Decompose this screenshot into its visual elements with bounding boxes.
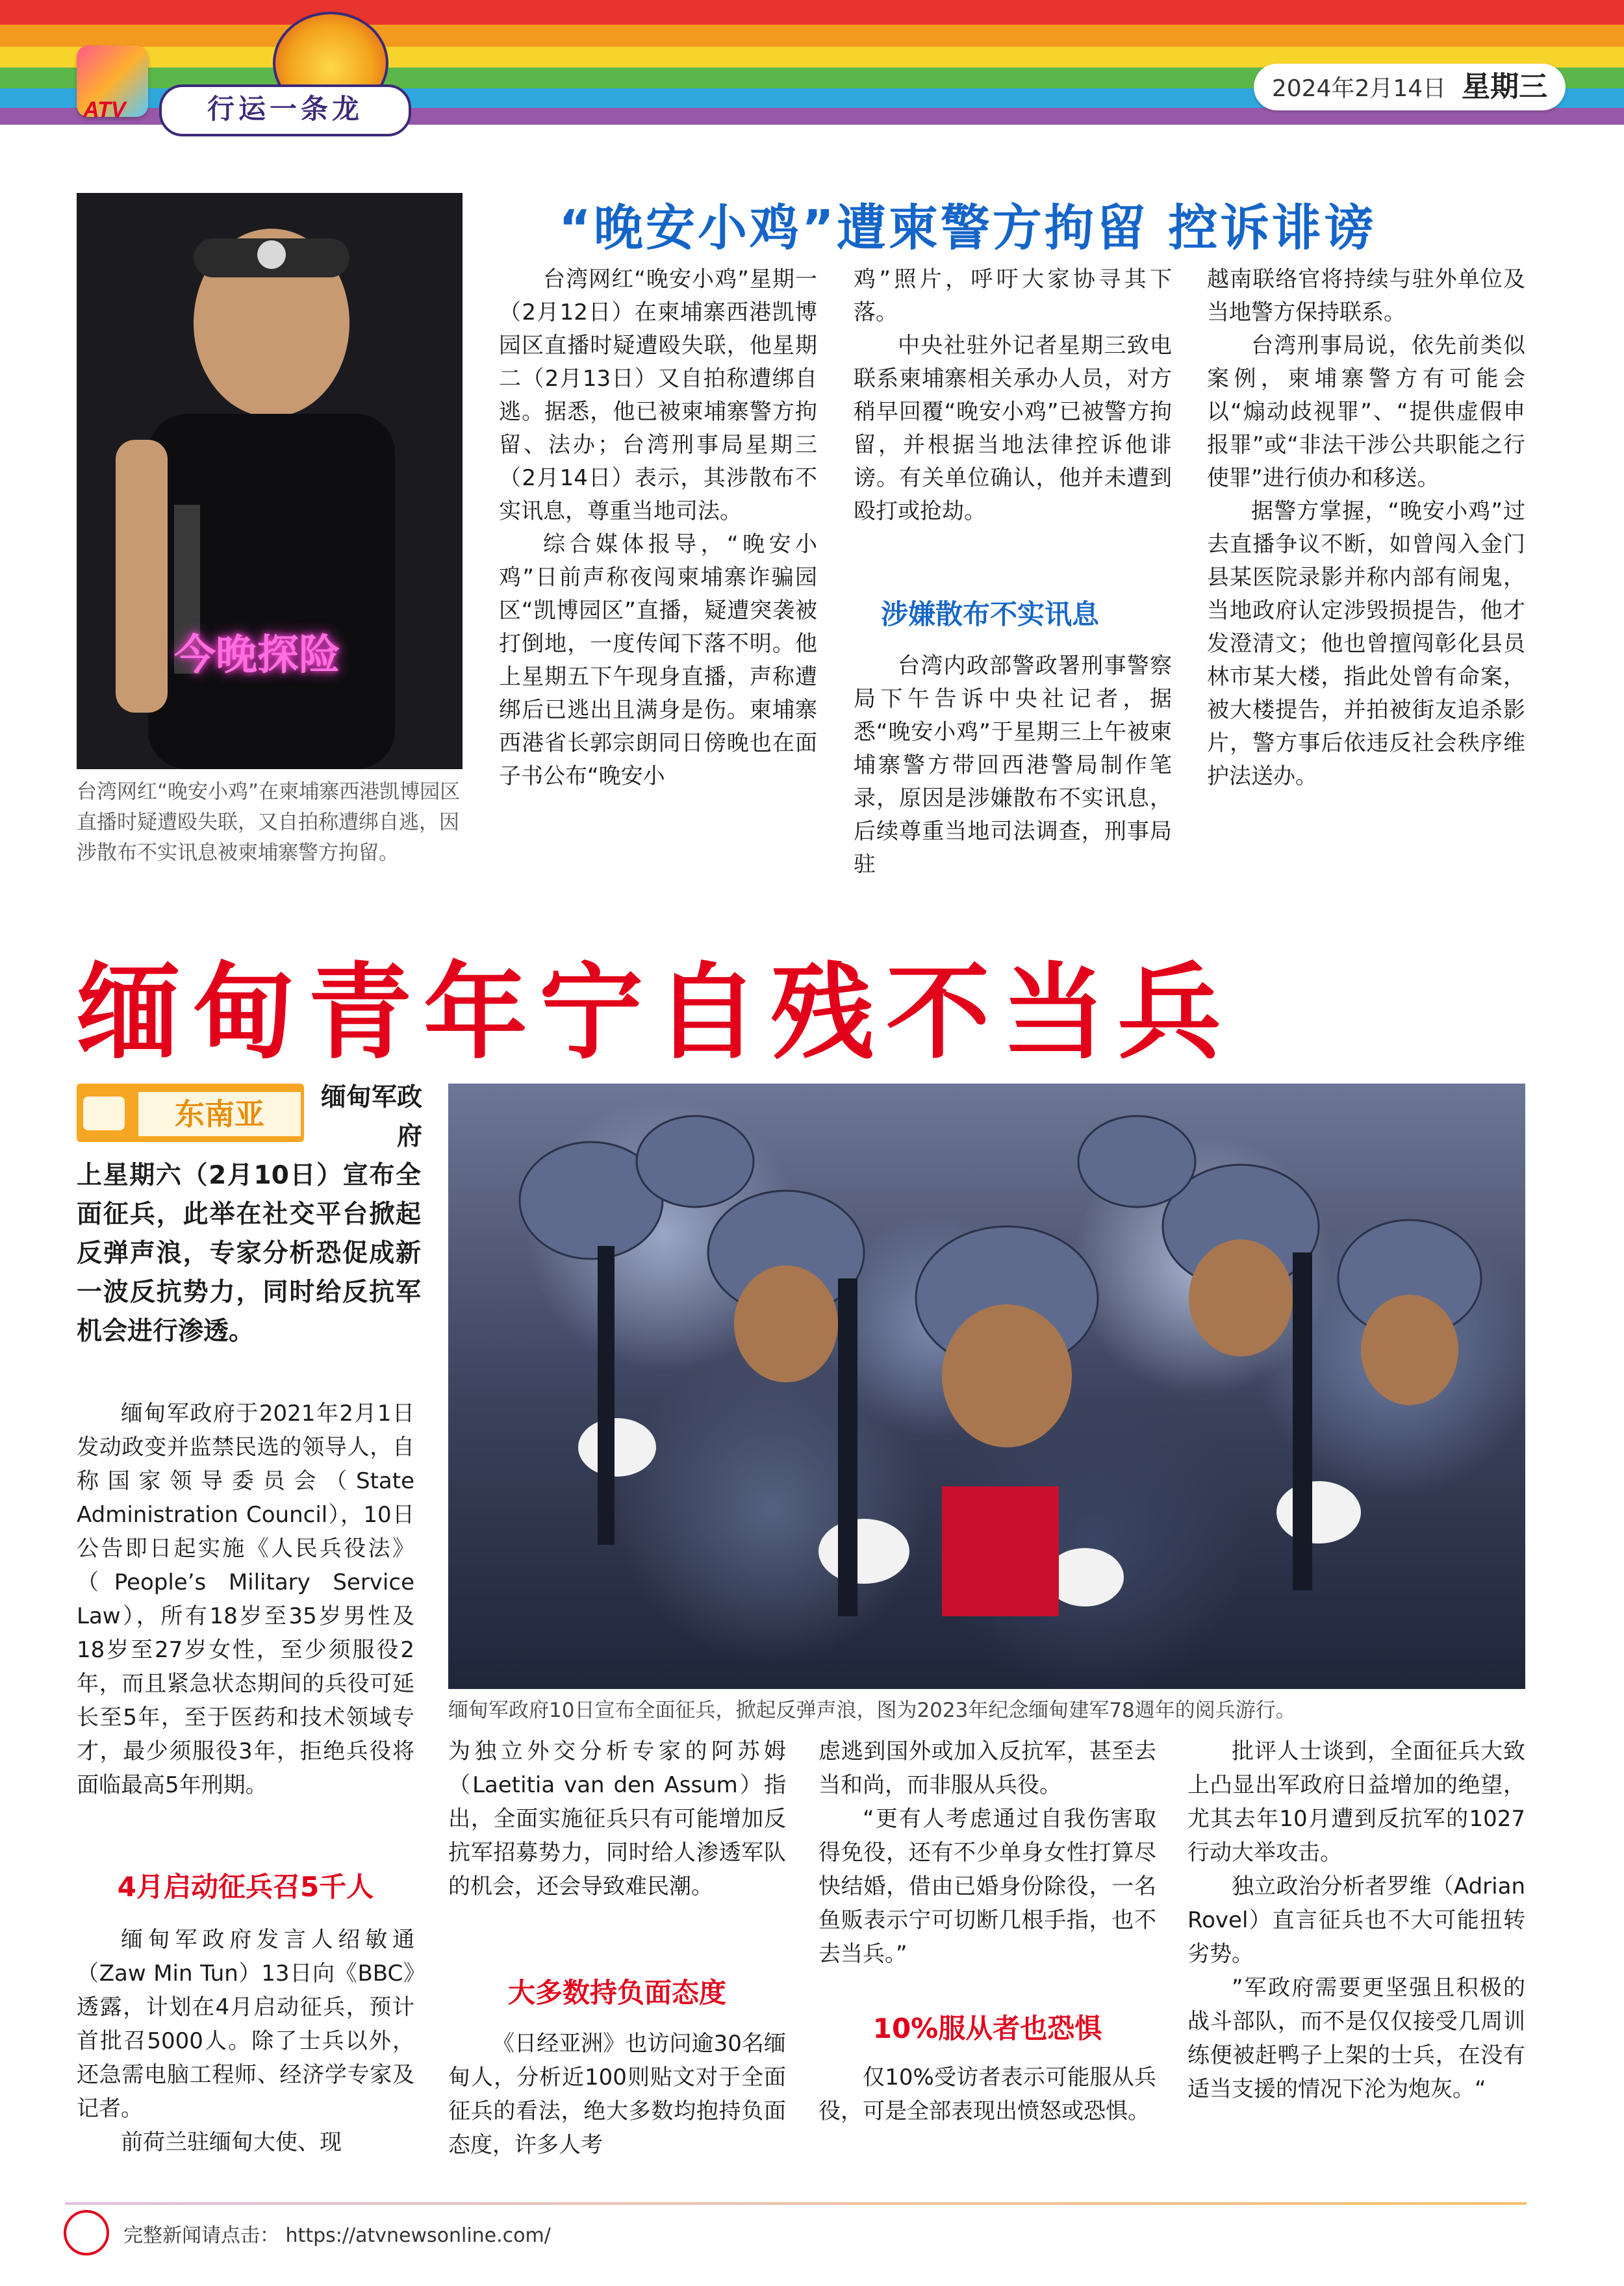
article2-lead: 上星期六（2月10日）宣布全面征兵，此举在社交平台掀起反弹声浪，专家分析恐促成新一波反抗势力，同时给反抗军机会进行渗透。 [77,1161,421,1346]
article1-column-3 [1207,263,1525,793]
parade-photo [448,1084,1525,1689]
region-label: 东南亚 [136,1090,303,1138]
article2-column-1b [77,1923,414,2159]
footer-link[interactable] [123,2219,551,2248]
paragraph: ”军政府需要更坚强且积极的战斗部队，而不是仅仅接受几周训练便被赶鸭子上架的士兵，在没有适当支援的情况下沦为炮灰。“ [1187,1975,1525,2102]
article2-column-3b [818,2061,1156,2128]
paragraph: 台湾网红“晚安小鸡”星期一（2月12日）在柬埔寨西港凯博园区直播时疑遭殴失联，他星期二（2月13日）又自拍称遭绑自逃。据悉，他已被柬埔寨警方拘留、法办；台湾刑事局星期三（2月14日）表示，其涉散布不实讯息，尊重当地司法。 [499,266,817,524]
paragraph: 前荷兰驻缅甸大使、现 [121,2129,342,2155]
article1-column-2b [854,650,1172,882]
paragraph: 台湾刑事局说，依先前类似案例，柬埔寨警方有可能会以“煽动歧视罪”、“提供虚假申报罪”或“非法干涉公共职能之行使罪”进行侦办和移送。 [1207,333,1525,491]
paragraph: 独立政治分析者罗维（Adrian Rovel）直言征兵也不大可能扭转劣势。 [1187,1873,1525,1967]
article2-lead-start: 缅甸军政府 [320,1083,422,1151]
article2-subhead-2: 大多数持负面态度 [507,1977,726,2009]
issue-weekday: 星期三 [1462,70,1548,103]
header-band-red [0,0,1624,25]
article2-column-2 [448,1734,786,1903]
paragraph: 综合媒体报导，“晚安小鸡”日前声称夜闯柬埔寨诈骗园区“凯博园区”直播，疑遭突袭被打倒地，一度传闻下落不明。他上星期五下午现身直播，声称遭绑后已逃出且满身是伤。柬埔寨西港省长郭宗朗同日傍晚也在面子书公布“晚安小 [499,531,817,789]
header-band-orange [0,25,1624,47]
paragraph: 仅10%受访者表示可能服从兵役，可是全部表现出愤怒或恐惧。 [818,2064,1156,2124]
article2-column-2b [448,2027,786,2162]
influencer-photo [77,193,463,769]
article1-column-2 [854,263,1172,528]
article1-column-1 [499,263,817,793]
paragraph: 缅甸军政府于2021年2月1日发动政变并监禁民选的领导人，自称国家领导委员会（State Administration Council），10日公告即日起实施《人民兵役法》（People’s Military Service Law），所有18岁至35岁男性及18岁至27岁女性，至少须服役2年，而且紧急状态期间的兵役可延长至5年，至于医药和技术领域专才，最少须服役3年，拒绝兵役将面临最高5年刑期。 [77,1401,414,1798]
photo-neon-text: 今晚探险 [174,631,340,679]
date-badge [1254,64,1566,110]
paragraph: 为独立外交分析专家的阿苏姆（Laetitia van den Assum）指出，全面实施征兵只有可能增加反抗军招募势力，同时给人渗透军队的机会，还会导致难民潮。 [448,1738,786,1899]
paragraph: 台湾内政部警政署刑事警察局下午告诉中央社记者，据悉“晚安小鸡”于星期三上午被柬埔寨警方带回西港警局制作笔录，原因是涉嫌散布不实讯息，后续尊重当地司法调查，刑事局驻 [854,653,1172,878]
influencer-figure-icon [77,193,463,769]
map-icon [83,1097,125,1130]
footer-url[interactable]: https://atvnewsonline.com/ [285,2224,551,2247]
article2-subhead-3: 10%服从者也恐惧 [872,2013,1102,2044]
atv-logo-text: ATV [83,97,126,122]
article2-headline: 缅甸青年宁自残不当兵 [77,952,1234,1073]
paragraph: 批评人士谈到，全面征兵大致上凸显出军政府日益增加的绝望，尤其去年10月遭到反抗军的1027行动大举攻击。 [1187,1738,1525,1866]
footer-label: 完整新闻请点击： [123,2224,279,2247]
article2-column-4 [1187,1734,1525,2106]
soldiers-parade-icon [448,1084,1525,1689]
paragraph: 中央社驻外记者星期三致电联系柬埔寨相关承办人员，对方稍早回覆“晚安小鸡”已被警方拘留，并根据当地法律控诉他诽谤。有关单位确认，他并未遭到殴打或抢劫。 [854,333,1172,524]
slogan-badge: 行运一条龙 [159,84,411,136]
article2-subhead-1: 4月启动征兵召5千人 [117,1871,374,1903]
issue-date: 2024年2月14日 [1271,75,1447,102]
paragraph: 缅甸军政府发言人绍敏通（Zaw Min Tun）13日向《BBC》透露，计划在4月启动征兵，预计首批召5000人。除了士兵以外，还急需电脑工程师、经济学专家及记者。 [77,1927,414,2122]
footer-divider [65,2202,1527,2205]
article2-column-1 [77,1397,414,1802]
footer-seal-icon [64,2210,109,2255]
article2-column-3 [818,1734,1156,1971]
paragraph: 越南联络官将持续与驻外单位及当地警方保持联系。 [1207,266,1525,325]
paragraph: 虑逃到国外或加入反抗军，甚至去当和尚，而非服从兵役。 [818,1738,1156,1798]
paragraph: 《日经亚洲》也访问逾30名缅甸人，分析近100则贴文对于全面征兵的看法，绝大多数均抱持负面态度，许多人考 [448,2031,786,2158]
paragraph: 据警方掌握，“晚安小鸡”过去直播争议不断，如曾闯入金门县某医院录影并称内部有闹鬼，当地政府认定涉毁损提告，他才发澄清文；他也曾擅闯彰化县员林市某大楼，指此处曾有命案，被大楼提告，并拍被街友追杀影片，警方事后依违反社会秩序维护法送办。 [1207,498,1525,789]
article1-subhead: 涉嫌散布不实讯息 [881,598,1100,630]
paragraph: “更有人考虑通过自我伤害取得免役，还有不少单身女性打算尽快结婚，借由已婚身份除役，一名鱼贩表示宁可切断几根手指，也不去当兵。” [818,1806,1156,1967]
photo2-caption: 缅甸军政府10日宣布全面征兵，掀起反弹声浪，图为2023年纪念缅甸建军78週年的阅兵游行。 [448,1699,1296,1722]
photo1-caption: 台湾网红“晚安小鸡”在柬埔寨西港凯博园区直播时疑遭殴失联，又自拍称遭绑自逃，因涉散布不实讯息被柬埔寨警方拘留。 [77,780,461,865]
paragraph: 鸡”照片，呼吁大家协寻其下落。 [854,266,1172,325]
article1-headline: “晚安小鸡”遭柬警方拘留 控诉诽谤 [559,199,1377,257]
